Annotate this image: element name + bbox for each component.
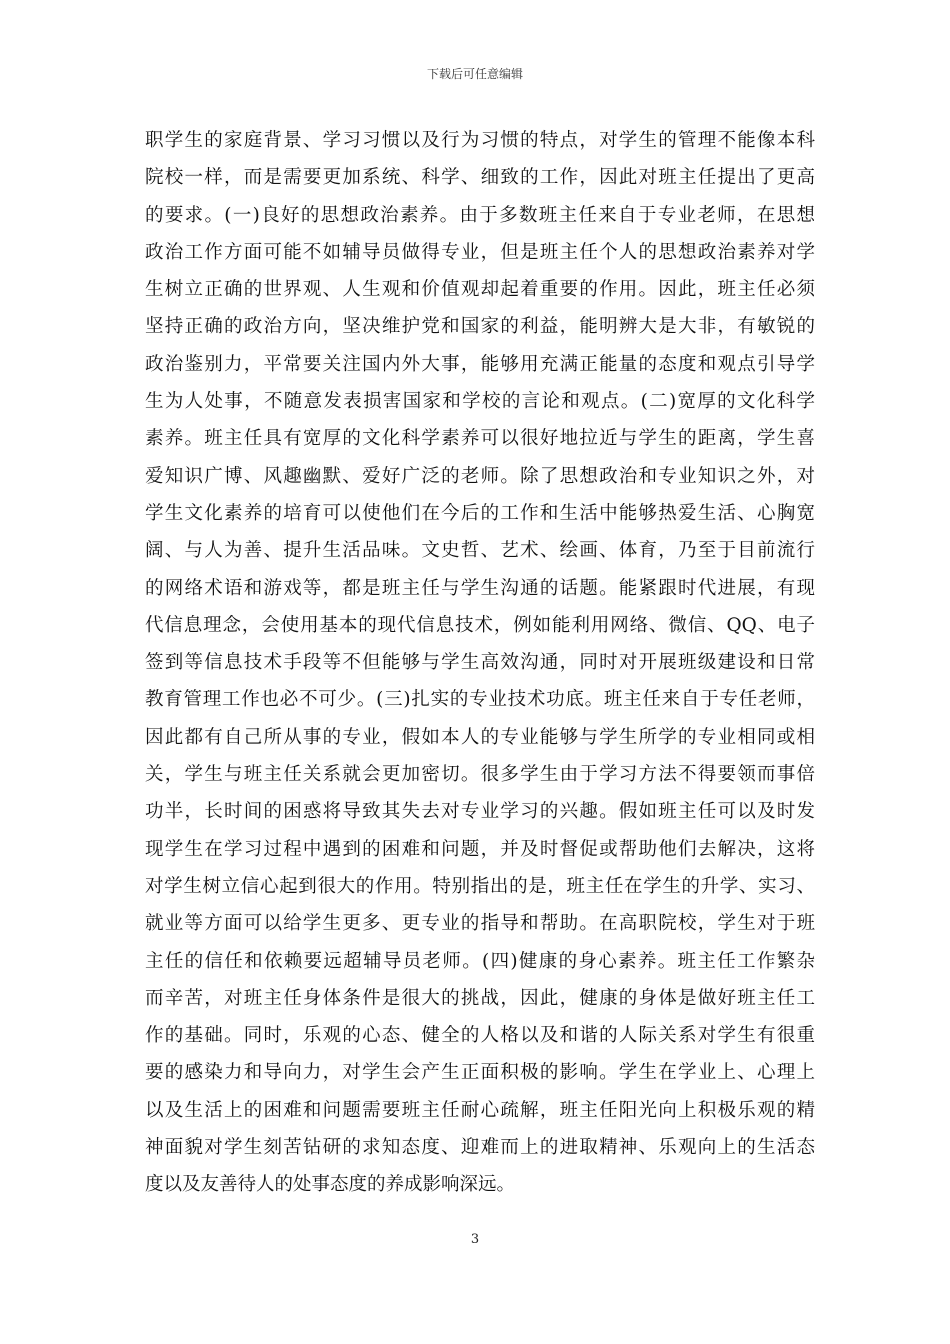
- body-line: 素养。班主任具有宽厚的文化科学素养可以很好地拉近与学生的距离，学生喜: [145, 428, 815, 450]
- page-header: 下载后可任意编辑: [426, 67, 523, 81]
- body-line: 生树立正确的世界观、人生观和价值观却起着重要的作用。因此，班主任必须: [145, 279, 815, 301]
- body-line: 生为人处事，不随意发表损害国家和学校的言论和观点。(二)宽厚的文化科学: [145, 391, 815, 413]
- body-line: 的网络术语和游戏等，都是班主任与学生沟通的话题。能紧跟时代进展，有现: [145, 577, 815, 599]
- body-line: 以及生活上的困难和问题需要班主任耐心疏解，班主任阳光向上积极乐观的精: [145, 1099, 815, 1121]
- body-line: 学生文化素养的培育可以使他们在今后的工作和生活中能够热爱生活、心胸宽: [145, 502, 815, 524]
- body-line: 因此都有自己所从事的专业，假如本人的专业能够与学生所学的专业相同或相: [145, 726, 815, 748]
- body-line: 签到等信息技术手段等不但能够与学生高效沟通，同时对开展班级建设和日常: [145, 652, 815, 674]
- body-line: 爱知识广博、风趣幽默、爱好广泛的老师。除了思想政治和专业知识之外，对: [145, 465, 815, 487]
- body-line: 政治鉴别力，平常要关注国内外大事，能够用充满正能量的态度和观点引导学: [145, 353, 815, 375]
- body-text: [145, 122, 815, 1204]
- body-line: 阔、与人为善、提升生活品味。文史哲、艺术、绘画、体育，乃至于目前流行: [145, 540, 815, 562]
- body-line: 政治工作方面可能不如辅导员做得专业，但是班主任个人的思想政治素养对学: [145, 241, 815, 263]
- body-line: 要的感染力和导向力，对学生会产生正面积极的影响。学生在学业上、心理上: [145, 1062, 815, 1084]
- body-line: 院校一样，而是需要更加系统、科学、细致的工作，因此对班主任提出了更高: [145, 167, 815, 189]
- body-line: 神面貌对学生刻苦钻研的求知态度、迎难而上的进取精神、乐观向上的生活态: [145, 1137, 815, 1159]
- body-line: 关，学生与班主任关系就会更加密切。很多学生由于学习方法不得要领而事倍: [145, 764, 815, 786]
- body-line: 坚持正确的政治方向，坚决维护党和国家的利益，能明辨大是大非，有敏锐的: [145, 316, 815, 338]
- page-number: 3: [470, 1232, 480, 1247]
- body-line: 职学生的家庭背景、学习习惯以及行为习惯的特点，对学生的管理不能像本科: [145, 130, 815, 151]
- body-line: 教育管理工作也必不可少。(三)扎实的专业技术功底。班主任来自于专任老师，: [145, 689, 815, 711]
- body-line: 而辛苦，对班主任身体条件是很大的挑战，因此，健康的身体是做好班主任工: [145, 987, 815, 1009]
- body-line: 现学生在学习过程中遇到的困难和问题，并及时督促或帮助他们去解决，这将: [145, 838, 815, 860]
- body-line: 度以及友善待人的处事态度的养成影响深远。: [145, 1174, 516, 1196]
- body-line: 就业等方面可以给学生更多、更专业的指导和帮助。在高职院校，学生对于班: [145, 913, 815, 935]
- body-line: 主任的信任和依赖要远超辅导员老师。(四)健康的身心素养。班主任工作繁杂: [145, 950, 815, 972]
- body-line: 对学生树立信心起到很大的作用。特别指出的是，班主任在学生的升学、实习、: [145, 875, 815, 897]
- body-line: 作的基础。同时，乐观的心态、健全的人格以及和谐的人际关系对学生有很重: [145, 1025, 815, 1047]
- body-line: 的要求。(一)良好的思想政治素养。由于多数班主任来自于专业老师，在思想: [145, 204, 815, 226]
- body-line: 代信息理念，会使用基本的现代信息技术，例如能利用网络、微信、QQ、电子: [145, 614, 815, 636]
- body-line: 功半，长时间的困惑将导致其失去对专业学习的兴趣。假如班主任可以及时发: [145, 801, 815, 823]
